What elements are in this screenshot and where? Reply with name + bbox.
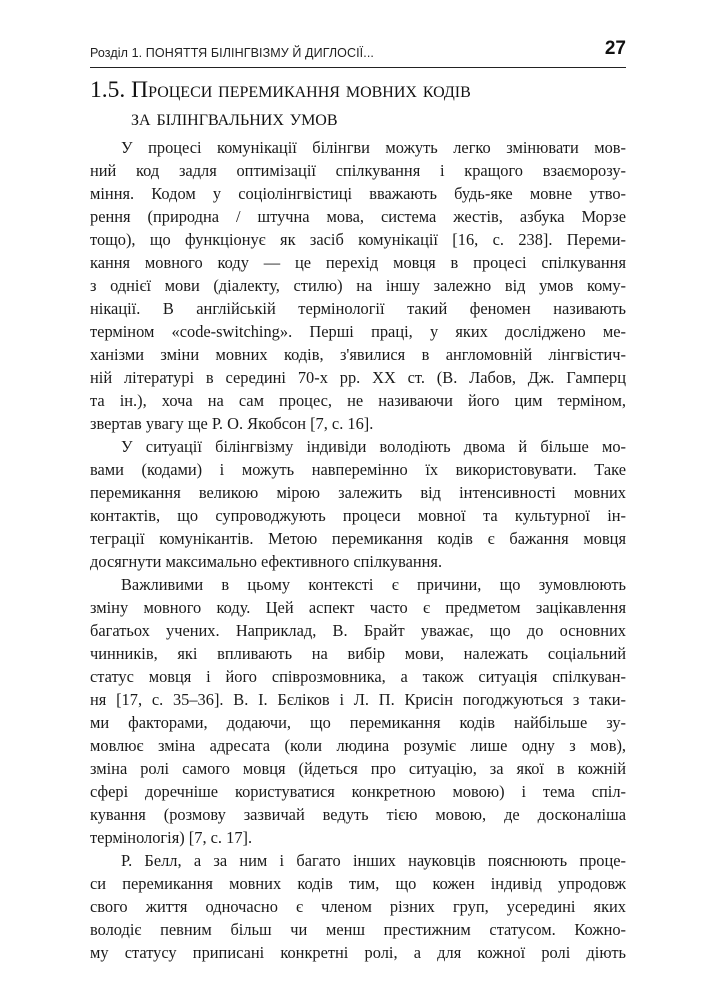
text-line: кування (розмову зазвичай ведуть тією мовою, де досконаліша bbox=[90, 805, 626, 824]
text-line: статус мовця і його співрозмовника, а також ситуація спілкуван- bbox=[90, 667, 626, 686]
text-line: мовлює зміна адресата (коли людина розуміє лише одну з мов), bbox=[90, 736, 626, 755]
text-line: му статусу приписані конкретні ролі, а для кожної ролі діють bbox=[90, 943, 626, 962]
text-line: терміном «code-switching». Перші праці, у яких досліджено ме- bbox=[90, 322, 626, 341]
text-line: ня [17, с. 35–36]. В. І. Бєліков і Л. П. Крисін погоджуються з таки- bbox=[90, 690, 626, 709]
text-line: У процесі комунікації білінгви можуть легко змінювати мов- bbox=[121, 138, 626, 157]
text-line: володіє певним більш чи менш престижним статусом. Кожно- bbox=[90, 920, 626, 939]
text-line: ній літературі в середині 70-х рр. ХХ ст. (В. Лабов, Дж. Гамперц bbox=[90, 368, 626, 387]
section-heading-line: за білінгвальних умов bbox=[131, 105, 338, 131]
text-line: зміну мовного коду. Цей аспект часто є предметом зацікавлення bbox=[90, 598, 626, 617]
text-line: си перемикання мовних кодів тим, що кожен індивід упродовж bbox=[90, 874, 626, 893]
text-line: нікації. В англійській термінології такий феномен називають bbox=[90, 299, 626, 318]
paragraph bbox=[90, 136, 626, 435]
text-line: досягнути максимально ефективного спілкування. bbox=[90, 552, 443, 571]
text-line: та ін.), хоча на сам процес, не називаючи його цим терміном, bbox=[90, 391, 626, 410]
text-line: кання мовного коду — це перехід мовця в процесі спілкування bbox=[90, 253, 626, 272]
paragraph bbox=[90, 849, 626, 964]
text-line: рення (природна / штучна мова, система жестів, азбука Морзе bbox=[90, 207, 626, 226]
paragraph bbox=[90, 435, 626, 573]
text-line: теграції комунікантів. Метою перемикання кодів є бажання мовця bbox=[90, 529, 626, 548]
text-line: ханізми зміни мовних кодів, з'явилися в англомовній лінгвістич- bbox=[90, 345, 626, 364]
page-header bbox=[90, 38, 626, 66]
text-line: багатьох учених. Наприклад, В. Брайт уважає, що до основних bbox=[90, 621, 626, 640]
text-line: чинників, які впливають на вибір мови, належать соціальний bbox=[90, 644, 626, 663]
text-line: Р. Белл, а за ним і багато інших науковців пояснюють проце- bbox=[121, 851, 626, 870]
text-line: міння. Кодом у соціолінгвістиці вважають будь-яке мовне утво- bbox=[90, 184, 626, 203]
paragraph bbox=[90, 573, 626, 849]
text-line: свого життя одночасно є членом різних груп, усередині яких bbox=[90, 897, 626, 916]
text-line: з однієї мови (діалекту, стилю) на іншу залежно від умов кому- bbox=[90, 276, 626, 295]
text-line: термінологія) [7, с. 17]. bbox=[90, 828, 253, 847]
section-heading bbox=[90, 76, 626, 132]
text-line: тощо), що функціонує як засіб комунікації [16, с. 238]. Переми- bbox=[90, 230, 626, 249]
text-line: звертав увагу ще Р. О. Якобсон [7, с. 16]. bbox=[90, 414, 374, 433]
text-line: сфері доречніше користуватися конкретною мовою) і тема спіл- bbox=[90, 782, 626, 801]
section-heading-line: 1.5. Процеси перемикання мовних кодів bbox=[90, 77, 471, 103]
text-line: ний код задля оптимізації спілкування і кращого взаєморозу- bbox=[90, 161, 626, 180]
text-line: зміна ролі самого мовця (йдеться про ситуацію, за якої в кожній bbox=[90, 759, 626, 778]
text-line: вами (кодами) і можуть навперемінно їх використовувати. Таке bbox=[90, 460, 626, 479]
text-line: контактів, що супроводжують процеси мовної та культурної ін- bbox=[90, 506, 626, 525]
text-line: Важливими в цьому контексті є причини, що зумовлюють bbox=[121, 575, 626, 594]
running-head: Розділ 1. ПОНЯТТЯ БІЛІНГВІЗМУ Й ДИГЛОСІЇ... bbox=[90, 46, 374, 60]
header-rule bbox=[90, 67, 626, 68]
text-line: перемикання великою мірою залежить від інтенсивності мовних bbox=[90, 483, 626, 502]
text-line: У ситуації білінгвізму індивіди володіють двома й більше мо- bbox=[121, 437, 626, 456]
text-line: ми факторами, додаючи, що перемикання кодів найбільше зу- bbox=[90, 713, 626, 732]
body-text bbox=[90, 136, 626, 964]
page-number: 27 bbox=[604, 38, 626, 59]
